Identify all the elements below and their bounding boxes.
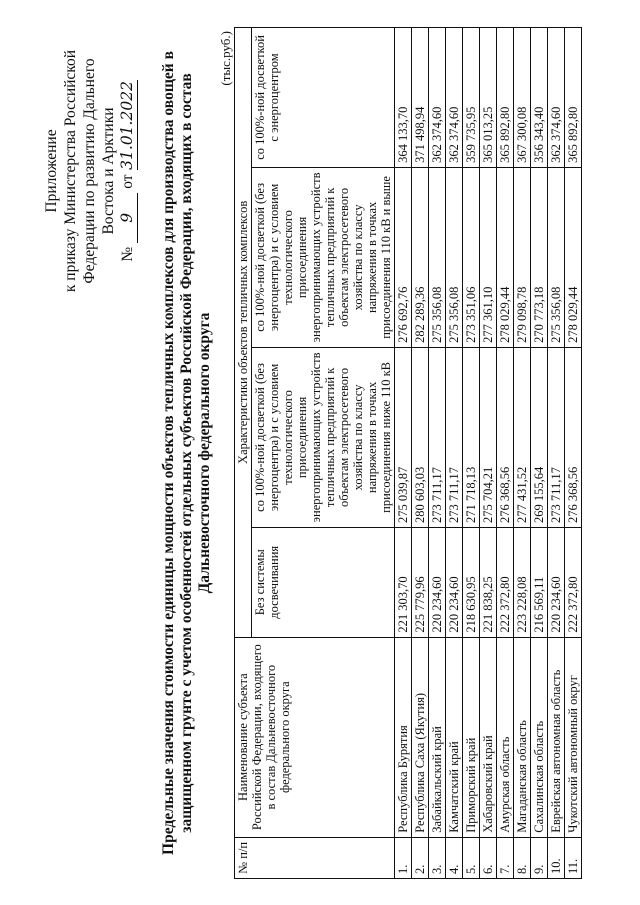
value-energy-center: 359 735,95 xyxy=(463,28,480,168)
value-below-110kv: 269 155,64 xyxy=(531,347,548,527)
number-label: № xyxy=(119,246,136,262)
appendix-line: к приказу Министерства Российской xyxy=(62,49,79,293)
table-row xyxy=(463,28,480,879)
appendix-line: Федерации по развитию Дальнего xyxy=(81,58,98,284)
value-110kv-above: 278 029,44 xyxy=(497,167,514,347)
value-below-110kv: 280 603,03 xyxy=(412,347,429,527)
value-energy-center: 362 374,60 xyxy=(548,28,565,168)
value-energy-center: 365 013,25 xyxy=(480,28,497,168)
table-row xyxy=(429,28,446,879)
value-below-110kv: 277 431,52 xyxy=(514,347,531,527)
value-below-110kv: 273 711,17 xyxy=(446,347,463,527)
value-no-lighting: 218 630,95 xyxy=(463,527,480,637)
value-energy-center: 364 133,70 xyxy=(395,28,412,168)
value-no-lighting: 222 372,80 xyxy=(497,527,514,637)
handwritten-date: 31.01.2022 xyxy=(118,81,136,170)
row-subject: Республика Саха (Якутия) xyxy=(412,637,429,837)
table-row xyxy=(412,28,429,879)
value-110kv-above: 276 692,76 xyxy=(395,167,412,347)
header-below-110kv: со 100%-ной досветкой (без энергоцентра) и с условием технологического присоединения энергопринимающих устройств тепличных предприятий к объектам электросетевого хозяйства по классу напряжения в точках присоединения ниже 110 кВ xyxy=(252,347,395,527)
row-subject: Амурская область xyxy=(497,637,514,837)
value-energy-center: 362 374,60 xyxy=(429,28,446,168)
value-110kv-above: 270 773,18 xyxy=(531,167,548,347)
row-number: 1. xyxy=(395,837,412,878)
value-energy-center: 365 892,80 xyxy=(497,28,514,168)
value-below-110kv: 275 039,87 xyxy=(395,347,412,527)
table-row xyxy=(480,28,497,879)
row-subject: Еврейская автономная область xyxy=(548,637,565,837)
table-header-row xyxy=(235,28,252,879)
value-no-lighting: 223 228,08 xyxy=(514,527,531,637)
row-number: 9. xyxy=(531,837,548,878)
table-row xyxy=(565,28,582,879)
value-no-lighting: 220 234,60 xyxy=(446,527,463,637)
units-label: (тыс.руб.) xyxy=(218,31,233,86)
row-number: 6. xyxy=(480,837,497,878)
handwritten-number: 9 xyxy=(118,193,138,243)
row-subject: Хабаровский край xyxy=(480,637,497,837)
value-below-110kv: 276 368,56 xyxy=(565,347,582,527)
row-number: 3. xyxy=(429,837,446,878)
header-energy-center: со 100%-ной досветкой с энергоцентром xyxy=(252,28,395,168)
value-no-lighting: 221 303,70 xyxy=(395,527,412,637)
table-row xyxy=(497,28,514,879)
cost-table xyxy=(234,27,582,879)
value-110kv-above: 273 351,06 xyxy=(463,167,480,347)
row-subject: Чукотский автономный округ xyxy=(565,637,582,837)
header-group: Характеристики объектов тепличных комплексов xyxy=(235,28,252,638)
row-number: 5. xyxy=(463,837,480,878)
table-row xyxy=(548,28,565,879)
table-row xyxy=(531,28,548,879)
rotated-page xyxy=(10,13,630,893)
value-110kv-above: 278 029,44 xyxy=(565,167,582,347)
value-below-110kv: 271 718,13 xyxy=(463,347,480,527)
row-subject: Камчатский край xyxy=(446,637,463,837)
value-below-110kv: 273 711,17 xyxy=(429,347,446,527)
row-subject: Магаданская область xyxy=(514,637,531,837)
table-row xyxy=(514,28,531,879)
value-below-110kv: 276 368,56 xyxy=(497,347,514,527)
appendix-block xyxy=(42,41,138,301)
table-body xyxy=(395,28,582,879)
order-number-line xyxy=(118,41,138,301)
header-no-lighting: Без системы досвечивания xyxy=(252,527,395,637)
header-num: № п/п xyxy=(235,837,395,878)
value-below-110kv: 273 711,17 xyxy=(548,347,565,527)
value-110kv-above: 275 356,08 xyxy=(429,167,446,347)
value-no-lighting: 220 234,60 xyxy=(548,527,565,637)
value-110kv-above: 282 289,36 xyxy=(412,167,429,347)
row-number: 7. xyxy=(497,837,514,878)
row-subject: Сахалинская область xyxy=(531,637,548,837)
document-title: Предельные значения стоимости единицы мощности объектов тепличных комплексов для производства овощей в защищенном грунте с учетом особенностей отдельных субъектов Российской Федерации, входящих в состав Дальневосточного федерального округа xyxy=(160,51,213,855)
value-energy-center: 367 300,08 xyxy=(514,28,531,168)
date-label: от xyxy=(119,174,136,189)
header-110kv-above: со 100%-ной досветкой (без энергоцентра) и с условием технологического присоединения энергопринимающих устройств тепличных предприятий к объектам электросетевого хозяйства по классу напряжения в точках присоединения 110 кВ и выше xyxy=(252,167,395,347)
value-no-lighting: 216 569,11 xyxy=(531,527,548,637)
row-subject: Забайкальский край xyxy=(429,637,446,837)
row-number: 10. xyxy=(548,837,565,878)
value-energy-center: 362 374,60 xyxy=(446,28,463,168)
value-energy-center: 365 892,80 xyxy=(565,28,582,168)
appendix-title: Приложение xyxy=(43,129,60,213)
row-number: 11. xyxy=(565,837,582,878)
value-no-lighting: 220 234,60 xyxy=(429,527,446,637)
value-energy-center: 371 498,94 xyxy=(412,28,429,168)
row-number: 2. xyxy=(412,837,429,878)
value-110kv-above: 279 098,78 xyxy=(514,167,531,347)
value-no-lighting: 222 372,80 xyxy=(565,527,582,637)
row-subject: Республика Бурятия xyxy=(395,637,412,837)
value-no-lighting: 225 779,96 xyxy=(412,527,429,637)
row-subject: Приморский край xyxy=(463,637,480,837)
value-below-110kv: 275 704,21 xyxy=(480,347,497,527)
table-row xyxy=(395,28,412,879)
appendix-line: Востока и Арктики xyxy=(100,107,117,235)
value-110kv-above: 275 356,08 xyxy=(446,167,463,347)
row-number: 8. xyxy=(514,837,531,878)
row-number: 4. xyxy=(446,837,463,878)
value-110kv-above: 277 361,10 xyxy=(480,167,497,347)
value-energy-center: 356 343,40 xyxy=(531,28,548,168)
header-subject: Наименование субъекта Российской Федерации, входящего в состав Дальневосточного федерального округа xyxy=(235,637,395,837)
table-row xyxy=(446,28,463,879)
value-no-lighting: 221 838,25 xyxy=(480,527,497,637)
value-110kv-above: 275 356,08 xyxy=(548,167,565,347)
